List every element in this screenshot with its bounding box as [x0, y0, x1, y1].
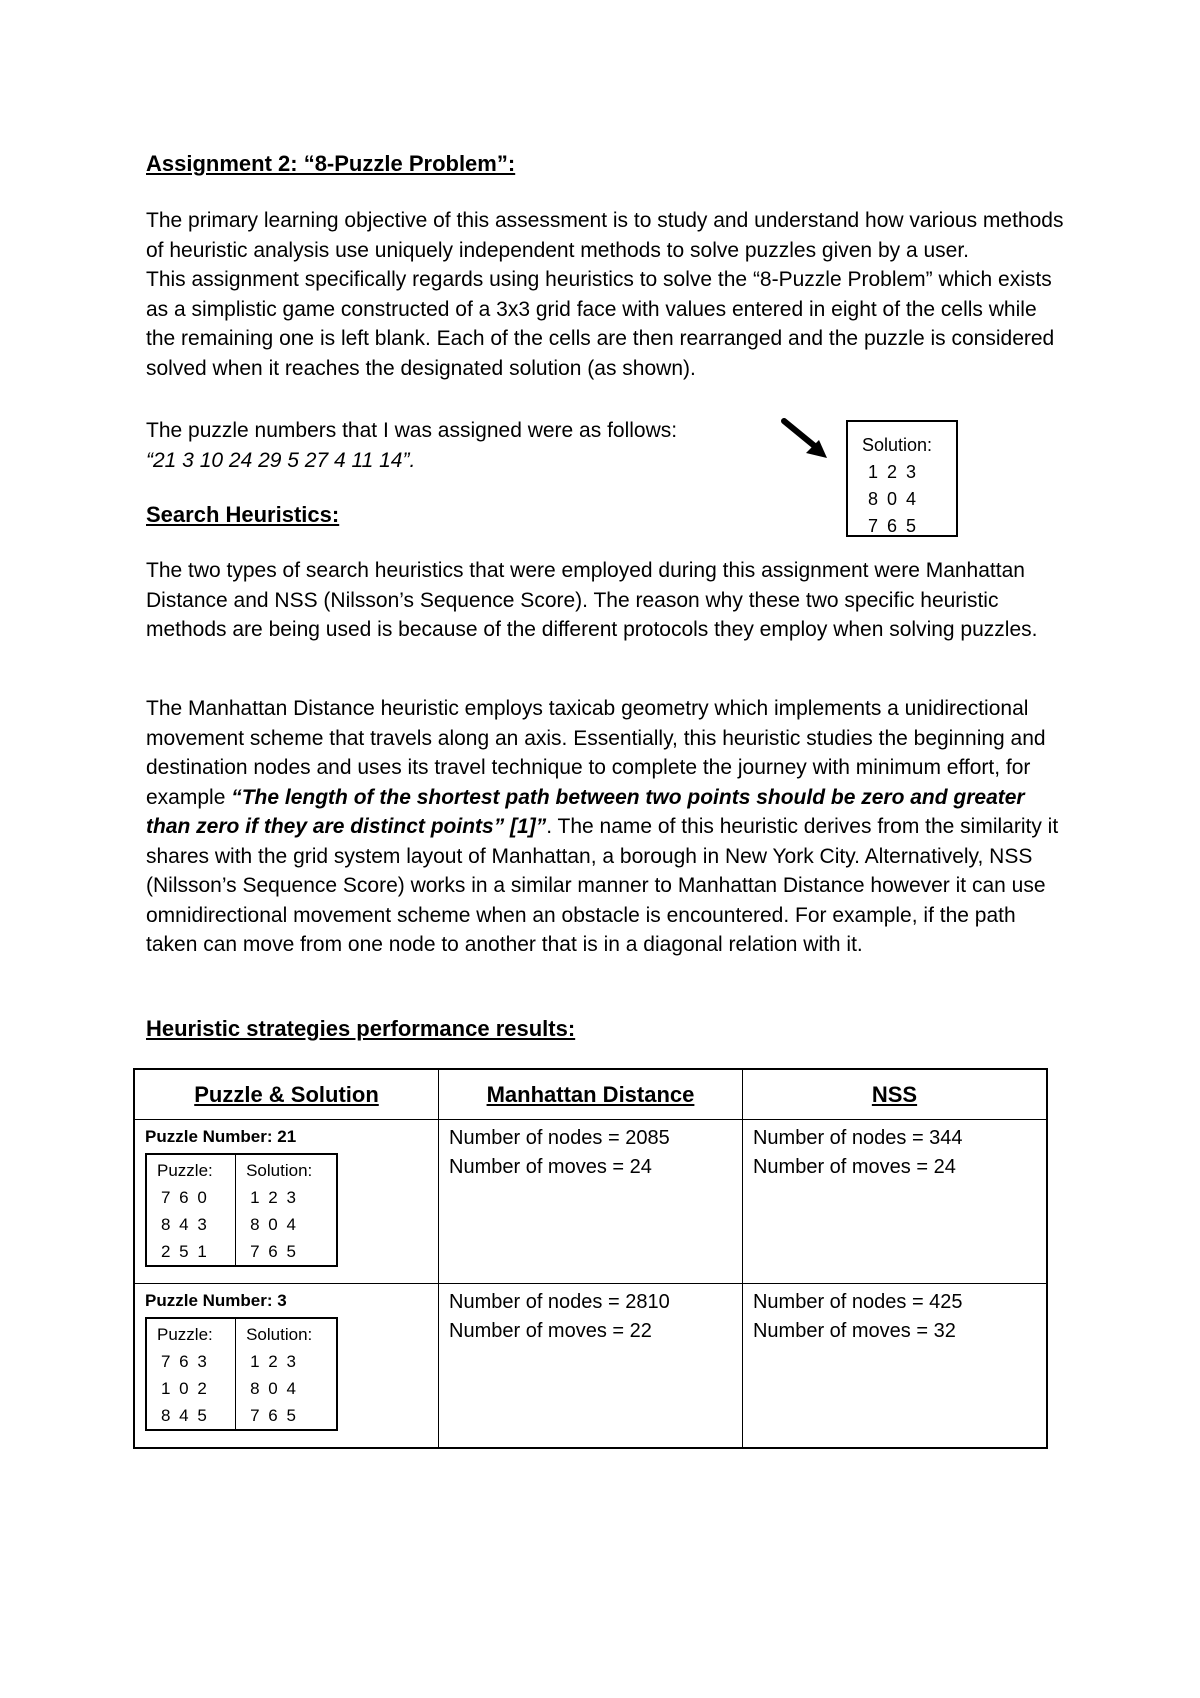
puzzle-column: Puzzle: 7 6 3 1 0 2 8 4 5	[157, 1325, 213, 1425]
results-table	[133, 1068, 1048, 1449]
solution-row: 1 2 3	[868, 462, 919, 482]
manhattan-cell: Number of nodes = 2810 Number of moves = 22	[439, 1284, 743, 1449]
arrow-icon	[781, 418, 831, 460]
intro-paragraph-2: This assignment specifically regards using heuristics to solve the “8-Puzzle Problem” which exists as a simplistic game constructed of a 3x3 grid face with values entered in eight of the cells while the remaining one is left blank. Each of the cells are then rearranged and the puzzle is considered solved when it reaches the designated solution (as shown).	[146, 268, 1055, 380]
assigned-numbers: “21 3 10 24 29 5 27 4 11 14”.	[146, 448, 416, 472]
quote: “The length of the shortest path between two points should be zero and greater than zero if they are distinct points” [1]”	[146, 785, 1025, 838]
puzzle-grid-box	[145, 1317, 338, 1431]
page-title: Assignment 2: “8-Puzzle Problem”:	[146, 151, 516, 176]
column-header: Manhattan Distance	[439, 1069, 743, 1120]
assigned-label: The puzzle numbers that I was assigned were as follows:	[146, 419, 678, 442]
nss-cell: Number of nodes = 425 Number of moves = 32	[742, 1284, 1047, 1449]
table-header-row	[134, 1069, 1047, 1120]
puzzle-number: Puzzle Number: 21	[145, 1127, 297, 1146]
nss-cell: Number of nodes = 344 Number of moves = 24	[742, 1120, 1047, 1284]
manhattan-cell: Number of nodes = 2085 Number of moves = 24	[439, 1120, 743, 1284]
intro-text	[146, 206, 1066, 383]
table-row	[134, 1120, 1047, 1284]
solution-column: Solution: 1 2 3 8 0 4 7 6 5	[236, 1318, 337, 1430]
puzzle-grid-box	[145, 1153, 338, 1267]
table-row	[134, 1284, 1047, 1449]
puzzle-column: Puzzle: 7 6 0 8 4 3 2 5 1	[157, 1161, 213, 1261]
solution-label: Solution:	[862, 435, 933, 455]
puzzle-number: Puzzle Number: 3	[145, 1291, 287, 1310]
puzzle-cell	[134, 1120, 439, 1284]
solution-row: 7 6 5	[868, 516, 919, 536]
search-heuristics-paragraph-1: The two types of search heuristics that were employed during this assignment were Manhattan Distance and NSS (Nilsson’s Sequence Score). The reason why these two specific heuristic methods are being used is because of the different protocols they employ when solving puzzles.	[146, 559, 1038, 641]
solution-row: 8 0 4	[868, 489, 919, 509]
assigned-numbers-block	[146, 416, 786, 475]
column-header: Puzzle & Solution	[134, 1069, 439, 1120]
intro-paragraph-1: The primary learning objective of this assessment is to study and understand how various methods of heuristic analysis use uniquely independent methods to solve puzzles given by a user.	[146, 209, 1064, 262]
search-heuristics-heading: Search Heuristics:	[146, 502, 340, 527]
column-header: NSS	[742, 1069, 1047, 1120]
puzzle-cell	[134, 1284, 439, 1449]
search-heuristics-paragraph-2: The Manhattan Distance heuristic employs taxicab geometry which implements a unidirectional movement scheme that travels along an axis. Essentially, this heuristic studies the beginning and destination nodes and uses its travel technique to complete the journey with minimum effort, for example “The length of the shortest path between two points should be zero and greater than zero if they are distinct points” [1]”. The name of this heuristic derives from the similarity it shares with the grid system layout of Manhattan, a borough in New York City. Alternatively, NSS (Nilsson’s Sequence Score) works in a similar manner to Manhattan Distance however it can use omnidirectional movement scheme when an obstacle is encountered. For example, if the path taken can move from one node to another that is in a diagonal relation with it.	[146, 697, 1059, 956]
solution-column: Solution: 1 2 3 8 0 4 7 6 5	[236, 1154, 337, 1266]
results-heading: Heuristic strategies performance results:	[146, 1016, 576, 1041]
